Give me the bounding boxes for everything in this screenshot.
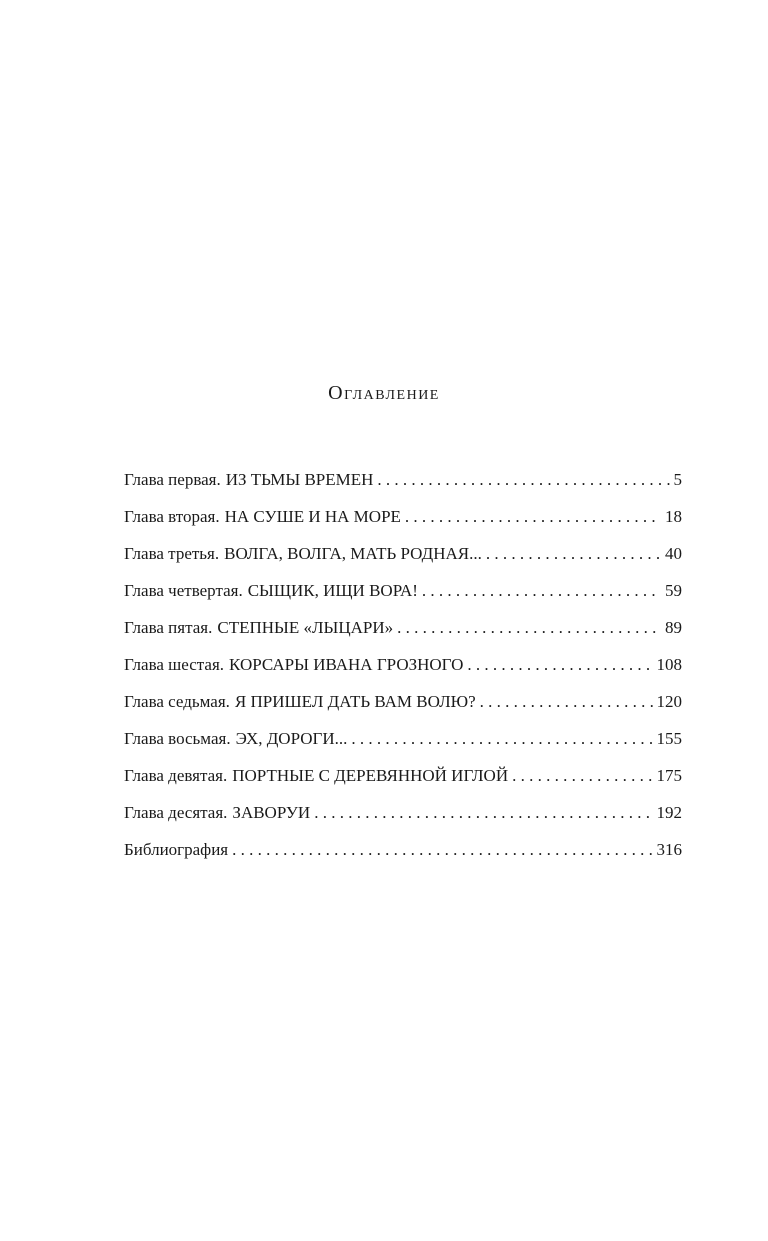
toc-chapter-label: Глава восьмая. — [124, 729, 231, 748]
toc-page-number: 89 — [665, 618, 682, 637]
toc-page-number: 40 — [665, 544, 682, 563]
toc-chapter-title: Я ПРИШЕЛ ДАТЬ ВАМ ВОЛЮ? — [234, 692, 476, 711]
toc-leader-dots — [512, 757, 652, 794]
toc-page-number: 155 — [656, 729, 682, 748]
toc-page-number: 18 — [665, 507, 682, 526]
toc-chapter-title: СТЕПНЫЕ «ЛЫЦАРИ» — [217, 618, 394, 637]
toc-chapter-title: СЫЩИК, ИЩИ ВОРА! — [247, 581, 418, 600]
toc-leader-dots — [377, 461, 669, 498]
toc-entry[interactable] — [124, 498, 682, 535]
toc-leader-dots — [405, 498, 661, 535]
toc-leader-dots — [232, 831, 652, 868]
table-of-contents — [124, 461, 682, 868]
toc-leader-dots — [314, 794, 652, 831]
toc-entry[interactable] — [124, 609, 682, 646]
toc-entry[interactable] — [124, 572, 682, 609]
toc-entry[interactable] — [124, 461, 682, 498]
toc-page-number: 5 — [673, 470, 682, 489]
toc-leader-dots — [486, 535, 661, 572]
toc-page-number: 316 — [656, 840, 682, 859]
toc-leader-dots — [351, 720, 652, 757]
toc-chapter-label: Библиография — [124, 840, 229, 859]
toc-chapter-title: ИЗ ТЬМЫ ВРЕМЕН — [225, 470, 374, 489]
toc-chapter-title: КОРСАРЫ ИВАНА ГРОЗНОГО — [229, 655, 464, 674]
toc-chapter-title: ЗАВОРУИ — [232, 803, 311, 822]
toc-page-number: 175 — [656, 766, 682, 785]
toc-leader-dots — [422, 572, 661, 609]
toc-chapter-title: ВОЛГА, ВОЛГА, МАТЬ РОДНАЯ... — [224, 544, 482, 563]
toc-chapter-title: ПОРТНЫЕ С ДЕРЕВЯННОЙ ИГЛОЙ — [232, 766, 509, 785]
toc-entry[interactable] — [124, 720, 682, 757]
toc-page-number: 59 — [665, 581, 682, 600]
toc-entry[interactable] — [124, 794, 682, 831]
toc-leader-dots — [467, 646, 652, 683]
toc-chapter-title: ЭХ, ДОРОГИ... — [235, 729, 348, 748]
toc-entry[interactable] — [124, 683, 682, 720]
toc-entry[interactable] — [124, 535, 682, 572]
toc-chapter-label: Глава третья. — [124, 544, 220, 563]
toc-chapter-label: Глава десятая. — [124, 803, 228, 822]
toc-chapter-label: Глава пятая. — [124, 618, 213, 637]
toc-chapter-label: Глава девятая. — [124, 766, 228, 785]
toc-page-number: 120 — [656, 692, 682, 711]
toc-leader-dots — [480, 683, 653, 720]
toc-chapter-label: Глава вторая. — [124, 507, 220, 526]
toc-chapter-title: НА СУШЕ И НА МОРЕ — [224, 507, 401, 526]
toc-page-number: 192 — [656, 803, 682, 822]
toc-chapter-label: Глава первая. — [124, 470, 221, 489]
toc-entry[interactable] — [124, 646, 682, 683]
toc-chapter-label: Глава четвертая. — [124, 581, 243, 600]
toc-chapter-label: Глава седьмая. — [124, 692, 230, 711]
toc-page-number: 108 — [656, 655, 682, 674]
toc-leader-dots — [397, 609, 661, 646]
toc-entry-bibliography[interactable] — [124, 831, 682, 868]
toc-entry[interactable] — [124, 757, 682, 794]
page-title: Оглавление — [328, 382, 440, 404]
toc-chapter-label: Глава шестая. — [124, 655, 225, 674]
